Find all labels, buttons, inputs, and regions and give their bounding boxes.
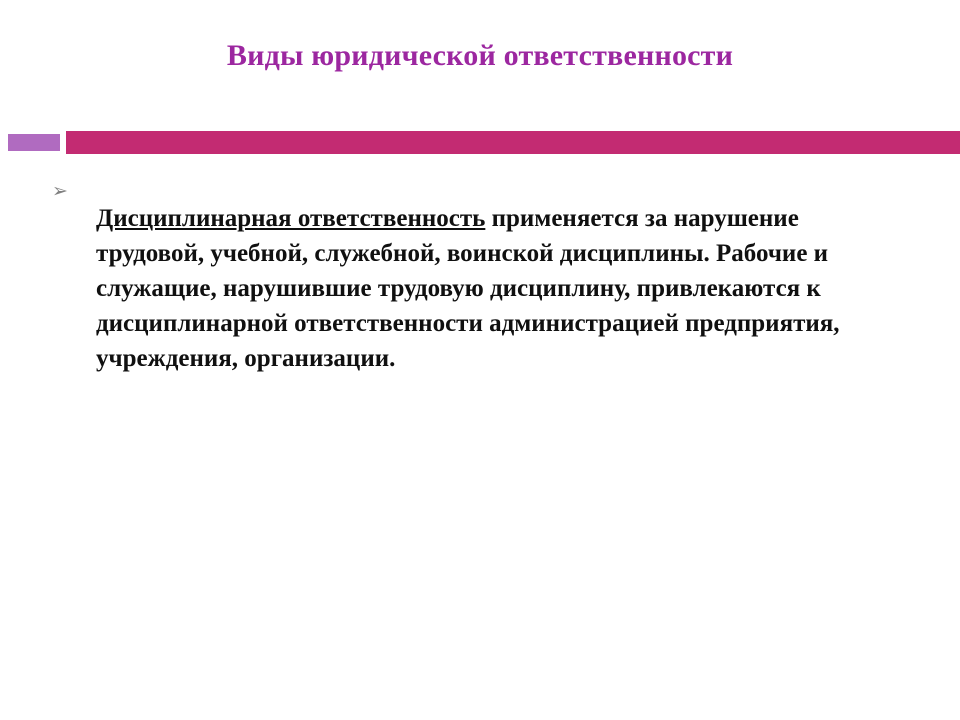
- list-item-body: применяется за нарушение трудовой, учебной, служебной, воинской дисциплины. Рабочие и служащие, нарушившие трудовую дисциплину, привлекаются к дисциплинарной ответственности администрацией предприятия, учреждения, организации.: [96, 205, 840, 372]
- divider-accent-block: [8, 134, 60, 151]
- arrow-bullet-icon: ➢: [52, 180, 68, 202]
- page-title: Виды юридической ответственности: [226, 39, 734, 72]
- content-body: [52, 176, 882, 401]
- term-emphasis: Дисциплинарная ответственность: [96, 205, 486, 232]
- list-item-text: [96, 201, 882, 376]
- list-item: [52, 176, 882, 401]
- divider-bar: [66, 131, 960, 154]
- title-divider: [0, 131, 960, 154]
